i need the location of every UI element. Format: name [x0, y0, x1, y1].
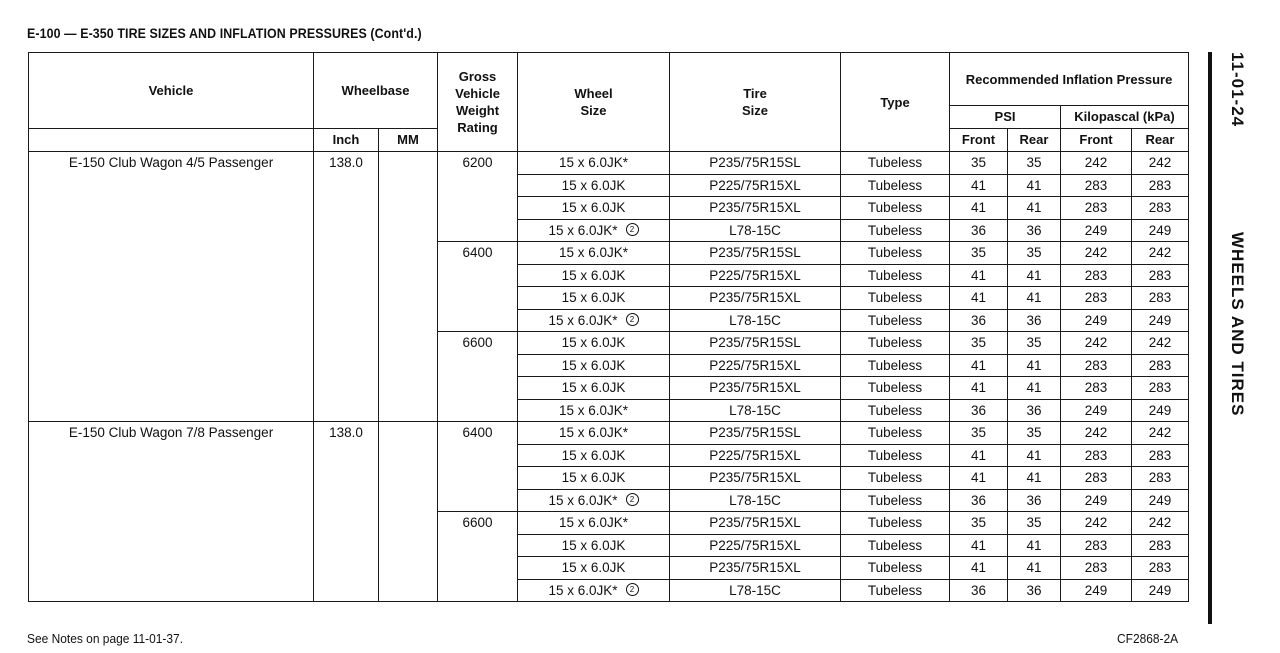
kpa-rear-cell: 242 — [1132, 332, 1189, 355]
gvwr-cell: 6200 — [438, 152, 518, 242]
header-gvwr-line1: Gross — [458, 69, 497, 84]
tire-size-cell: P235/75R15SL — [670, 242, 841, 265]
kpa-front-cell: 283 — [1061, 354, 1132, 377]
wheel-size-text: 15 x 6.0JK* — [548, 312, 618, 328]
header-psi-front: Front — [950, 129, 1008, 152]
header-mm: MM — [379, 129, 438, 152]
wheel-size-cell — [518, 399, 670, 422]
table-row — [29, 152, 1189, 175]
tire-size-cell: L78-15C — [670, 399, 841, 422]
header-tire-size-line1: Tire — [743, 86, 767, 101]
wheel-size-text: 15 x 6.0JK* — [548, 492, 618, 508]
wheel-size-text: 15 x 6.0JK — [561, 380, 626, 395]
header-psi-rear: Rear — [1008, 129, 1061, 152]
vehicle-cell: E-150 Club Wagon 7/8 Passenger — [29, 422, 314, 602]
kpa-front-cell: 283 — [1061, 174, 1132, 197]
gvwr-cell: 6400 — [438, 422, 518, 512]
tire-size-cell: L78-15C — [670, 579, 841, 602]
kpa-rear-cell: 283 — [1132, 264, 1189, 287]
type-cell: Tubeless — [841, 174, 950, 197]
psi-rear-cell: 41 — [1008, 354, 1061, 377]
kpa-rear-cell: 249 — [1132, 219, 1189, 242]
kpa-rear-cell: 283 — [1132, 174, 1189, 197]
tire-size-cell: L78-15C — [670, 219, 841, 242]
kpa-front-cell: 283 — [1061, 534, 1132, 557]
footnote-marker: 2 — [626, 493, 639, 506]
wheel-size-cell — [518, 174, 670, 197]
psi-rear-cell: 41 — [1008, 557, 1061, 580]
type-cell: Tubeless — [841, 399, 950, 422]
psi-rear-cell: 35 — [1008, 242, 1061, 265]
page-title: E-100 — E-350 TIRE SIZES AND INFLATION PRESSURES (Cont'd.) — [27, 26, 422, 41]
header-wheel-size-line2: Size — [580, 103, 607, 118]
wheel-size-text: 15 x 6.0JK — [561, 357, 626, 373]
vehicle-cell: E-150 Club Wagon 4/5 Passenger — [29, 152, 314, 422]
tire-size-cell: P225/75R15XL — [670, 174, 841, 197]
gvwr-cell: 6400 — [438, 242, 518, 332]
header-tire-size — [670, 53, 841, 152]
type-cell: Tubeless — [841, 444, 950, 467]
kpa-rear-cell: 242 — [1132, 422, 1189, 445]
kpa-front-cell: 283 — [1061, 467, 1132, 490]
kpa-rear-cell: 242 — [1132, 512, 1189, 535]
kpa-rear-cell: 283 — [1132, 287, 1189, 310]
wheel-size-cell — [518, 489, 670, 512]
psi-front-cell: 41 — [950, 467, 1008, 490]
psi-rear-cell: 41 — [1008, 534, 1061, 557]
kpa-rear-cell: 283 — [1132, 534, 1189, 557]
tire-size-cell: P225/75R15XL — [670, 444, 841, 467]
section-title: WHEELS AND TIRES — [1228, 232, 1247, 417]
tire-size-cell: P235/75R15XL — [670, 197, 841, 220]
psi-front-cell: 41 — [950, 354, 1008, 377]
psi-front-cell: 41 — [950, 287, 1008, 310]
wheel-size-text: 15 x 6.0JK* — [548, 222, 618, 238]
psi-front-cell: 41 — [950, 197, 1008, 220]
header-kpa-front: Front — [1061, 129, 1132, 152]
tire-size-cell: P225/75R15XL — [670, 534, 841, 557]
wheelbase-mm-cell — [379, 152, 438, 422]
psi-rear-cell: 35 — [1008, 332, 1061, 355]
psi-rear-cell: 41 — [1008, 264, 1061, 287]
tire-size-cell: P235/75R15XL — [670, 467, 841, 490]
psi-front-cell: 41 — [950, 557, 1008, 580]
type-cell: Tubeless — [841, 467, 950, 490]
psi-front-cell: 36 — [950, 579, 1008, 602]
type-cell: Tubeless — [841, 512, 950, 535]
wheelbase-inch-cell: 138.0 — [314, 422, 379, 602]
tire-size-cell: P225/75R15XL — [670, 354, 841, 377]
psi-front-cell: 36 — [950, 219, 1008, 242]
kpa-front-cell: 242 — [1061, 242, 1132, 265]
wheel-size-text: 15 x 6.0JK* — [558, 402, 629, 418]
kpa-front-cell: 249 — [1061, 489, 1132, 512]
psi-front-cell: 41 — [950, 444, 1008, 467]
wheel-size-cell — [518, 512, 670, 535]
kpa-front-cell: 283 — [1061, 197, 1132, 220]
psi-front-cell: 41 — [950, 377, 1008, 400]
psi-front-cell: 41 — [950, 534, 1008, 557]
tire-size-cell: P235/75R15SL — [670, 422, 841, 445]
wheel-size-cell — [518, 242, 670, 265]
header-gvwr-line2: Vehicle — [455, 86, 500, 101]
wheel-size-text: 15 x 6.0JK — [561, 335, 626, 350]
type-cell: Tubeless — [841, 287, 950, 310]
wheel-size-cell — [518, 219, 670, 242]
header-recommended-pressure: Recommended Inflation Pressure — [950, 53, 1189, 106]
kpa-front-cell: 283 — [1061, 377, 1132, 400]
kpa-rear-cell: 283 — [1132, 354, 1189, 377]
figure-code: CF2868-2A — [1117, 631, 1179, 646]
wheel-size-cell — [518, 354, 670, 377]
type-cell: Tubeless — [841, 579, 950, 602]
type-cell: Tubeless — [841, 489, 950, 512]
type-cell: Tubeless — [841, 332, 950, 355]
tire-pressure-table — [28, 52, 1189, 602]
tire-size-cell: L78-15C — [670, 489, 841, 512]
psi-front-cell: 35 — [950, 422, 1008, 445]
psi-front-cell: 36 — [950, 309, 1008, 332]
header-kpa-rear: Rear — [1132, 129, 1189, 152]
tire-size-cell: P235/75R15SL — [670, 332, 841, 355]
wheel-size-cell — [518, 579, 670, 602]
type-cell: Tubeless — [841, 422, 950, 445]
header-wheel-size-line1: Wheel — [574, 86, 613, 101]
psi-rear-cell: 41 — [1008, 287, 1061, 310]
kpa-rear-cell: 283 — [1132, 557, 1189, 580]
type-cell: Tubeless — [841, 197, 950, 220]
kpa-front-cell: 242 — [1061, 332, 1132, 355]
header-gvwr-line4: Rating — [457, 120, 498, 135]
footnote-marker: 2 — [626, 313, 639, 326]
tire-size-cell: P225/75R15XL — [670, 264, 841, 287]
wheel-size-text: 15 x 6.0JK — [561, 447, 626, 463]
kpa-front-cell: 283 — [1061, 287, 1132, 310]
type-cell: Tubeless — [841, 534, 950, 557]
wheel-size-text: 15 x 6.0JK — [561, 177, 626, 193]
kpa-front-cell: 242 — [1061, 422, 1132, 445]
gvwr-cell: 6600 — [438, 332, 518, 422]
kpa-front-cell: 242 — [1061, 152, 1132, 175]
header-vehicle: Vehicle — [29, 53, 314, 129]
wheel-size-text: 15 x 6.0JK — [561, 200, 626, 215]
psi-rear-cell: 35 — [1008, 512, 1061, 535]
footnote-marker: 2 — [626, 583, 639, 596]
kpa-front-cell: 283 — [1061, 264, 1132, 287]
psi-rear-cell: 36 — [1008, 309, 1061, 332]
kpa-rear-cell: 249 — [1132, 399, 1189, 422]
footnote-marker: 2 — [626, 223, 639, 236]
wheel-size-cell — [518, 309, 670, 332]
psi-rear-cell: 41 — [1008, 377, 1061, 400]
kpa-front-cell: 283 — [1061, 444, 1132, 467]
tire-size-cell: P235/75R15XL — [670, 287, 841, 310]
psi-rear-cell: 36 — [1008, 579, 1061, 602]
psi-front-cell: 41 — [950, 174, 1008, 197]
kpa-rear-cell: 283 — [1132, 467, 1189, 490]
psi-front-cell: 36 — [950, 399, 1008, 422]
kpa-front-cell: 249 — [1061, 219, 1132, 242]
header-gvwr — [438, 53, 518, 152]
kpa-rear-cell: 283 — [1132, 197, 1189, 220]
kpa-rear-cell: 283 — [1132, 377, 1189, 400]
tire-size-cell: P235/75R15SL — [670, 152, 841, 175]
kpa-front-cell: 249 — [1061, 309, 1132, 332]
section-page-number: 11-01-24 — [1228, 52, 1247, 128]
kpa-rear-cell: 249 — [1132, 309, 1189, 332]
kpa-front-cell: 249 — [1061, 399, 1132, 422]
table-body — [29, 152, 1189, 602]
wheel-size-text: 15 x 6.0JK — [561, 290, 626, 305]
psi-rear-cell: 41 — [1008, 467, 1061, 490]
wheel-size-cell — [518, 152, 670, 175]
psi-rear-cell: 35 — [1008, 152, 1061, 175]
psi-rear-cell: 35 — [1008, 422, 1061, 445]
wheel-size-text: 15 x 6.0JK — [561, 560, 626, 575]
type-cell: Tubeless — [841, 264, 950, 287]
kpa-front-cell: 283 — [1061, 557, 1132, 580]
header-wheelbase: Wheelbase — [314, 53, 438, 129]
psi-rear-cell: 36 — [1008, 489, 1061, 512]
type-cell: Tubeless — [841, 152, 950, 175]
header-gvwr-line3: Weight — [455, 103, 500, 118]
wheel-size-cell — [518, 332, 670, 355]
wheel-size-text: 15 x 6.0JK — [561, 537, 626, 553]
kpa-front-cell: 242 — [1061, 512, 1132, 535]
psi-front-cell: 35 — [950, 332, 1008, 355]
tire-size-cell: L78-15C — [670, 309, 841, 332]
type-cell: Tubeless — [841, 354, 950, 377]
wheel-size-text: 15 x 6.0JK* — [558, 425, 629, 440]
wheel-size-text: 15 x 6.0JK — [561, 470, 626, 485]
kpa-rear-cell: 242 — [1132, 242, 1189, 265]
wheel-size-text: 15 x 6.0JK* — [558, 245, 629, 260]
wheel-size-text: 15 x 6.0JK* — [558, 515, 629, 530]
psi-front-cell: 36 — [950, 489, 1008, 512]
type-cell: Tubeless — [841, 309, 950, 332]
wheelbase-mm-cell — [379, 422, 438, 602]
kpa-rear-cell: 242 — [1132, 152, 1189, 175]
wheel-size-cell — [518, 444, 670, 467]
kpa-front-cell: 249 — [1061, 579, 1132, 602]
header-psi: PSI — [950, 106, 1061, 129]
footer-note: See Notes on page 11-01-37. — [27, 631, 184, 646]
psi-rear-cell: 41 — [1008, 197, 1061, 220]
wheel-size-cell — [518, 422, 670, 445]
wheel-size-cell — [518, 197, 670, 220]
type-cell: Tubeless — [841, 242, 950, 265]
psi-rear-cell: 36 — [1008, 219, 1061, 242]
header-vehicle-blank — [29, 129, 314, 152]
wheel-size-cell — [518, 264, 670, 287]
sidebar-rule — [1208, 52, 1212, 624]
wheel-size-text: 15 x 6.0JK — [561, 267, 626, 283]
gvwr-cell: 6600 — [438, 512, 518, 602]
kpa-rear-cell: 283 — [1132, 444, 1189, 467]
psi-rear-cell: 41 — [1008, 174, 1061, 197]
type-cell: Tubeless — [841, 557, 950, 580]
header-inch: Inch — [314, 129, 379, 152]
wheel-size-cell — [518, 534, 670, 557]
psi-front-cell: 41 — [950, 264, 1008, 287]
table-row — [29, 422, 1189, 445]
wheel-size-cell — [518, 467, 670, 490]
type-cell: Tubeless — [841, 377, 950, 400]
header-kpa: Kilopascal (kPa) — [1061, 106, 1189, 129]
wheel-size-text: 15 x 6.0JK* — [548, 582, 618, 598]
tire-size-cell: P235/75R15XL — [670, 557, 841, 580]
tire-size-cell: P235/75R15XL — [670, 512, 841, 535]
psi-rear-cell: 41 — [1008, 444, 1061, 467]
header-wheel-size — [518, 53, 670, 152]
psi-front-cell: 35 — [950, 152, 1008, 175]
wheelbase-inch-cell: 138.0 — [314, 152, 379, 422]
kpa-rear-cell: 249 — [1132, 489, 1189, 512]
psi-front-cell: 35 — [950, 512, 1008, 535]
wheel-size-text: 15 x 6.0JK* — [558, 155, 629, 170]
psi-rear-cell: 36 — [1008, 399, 1061, 422]
kpa-rear-cell: 249 — [1132, 579, 1189, 602]
header-type: Type — [841, 53, 950, 152]
wheel-size-cell — [518, 557, 670, 580]
psi-front-cell: 35 — [950, 242, 1008, 265]
wheel-size-cell — [518, 287, 670, 310]
type-cell: Tubeless — [841, 219, 950, 242]
wheel-size-cell — [518, 377, 670, 400]
header-tire-size-line2: Size — [742, 103, 769, 118]
tire-size-cell: P235/75R15XL — [670, 377, 841, 400]
